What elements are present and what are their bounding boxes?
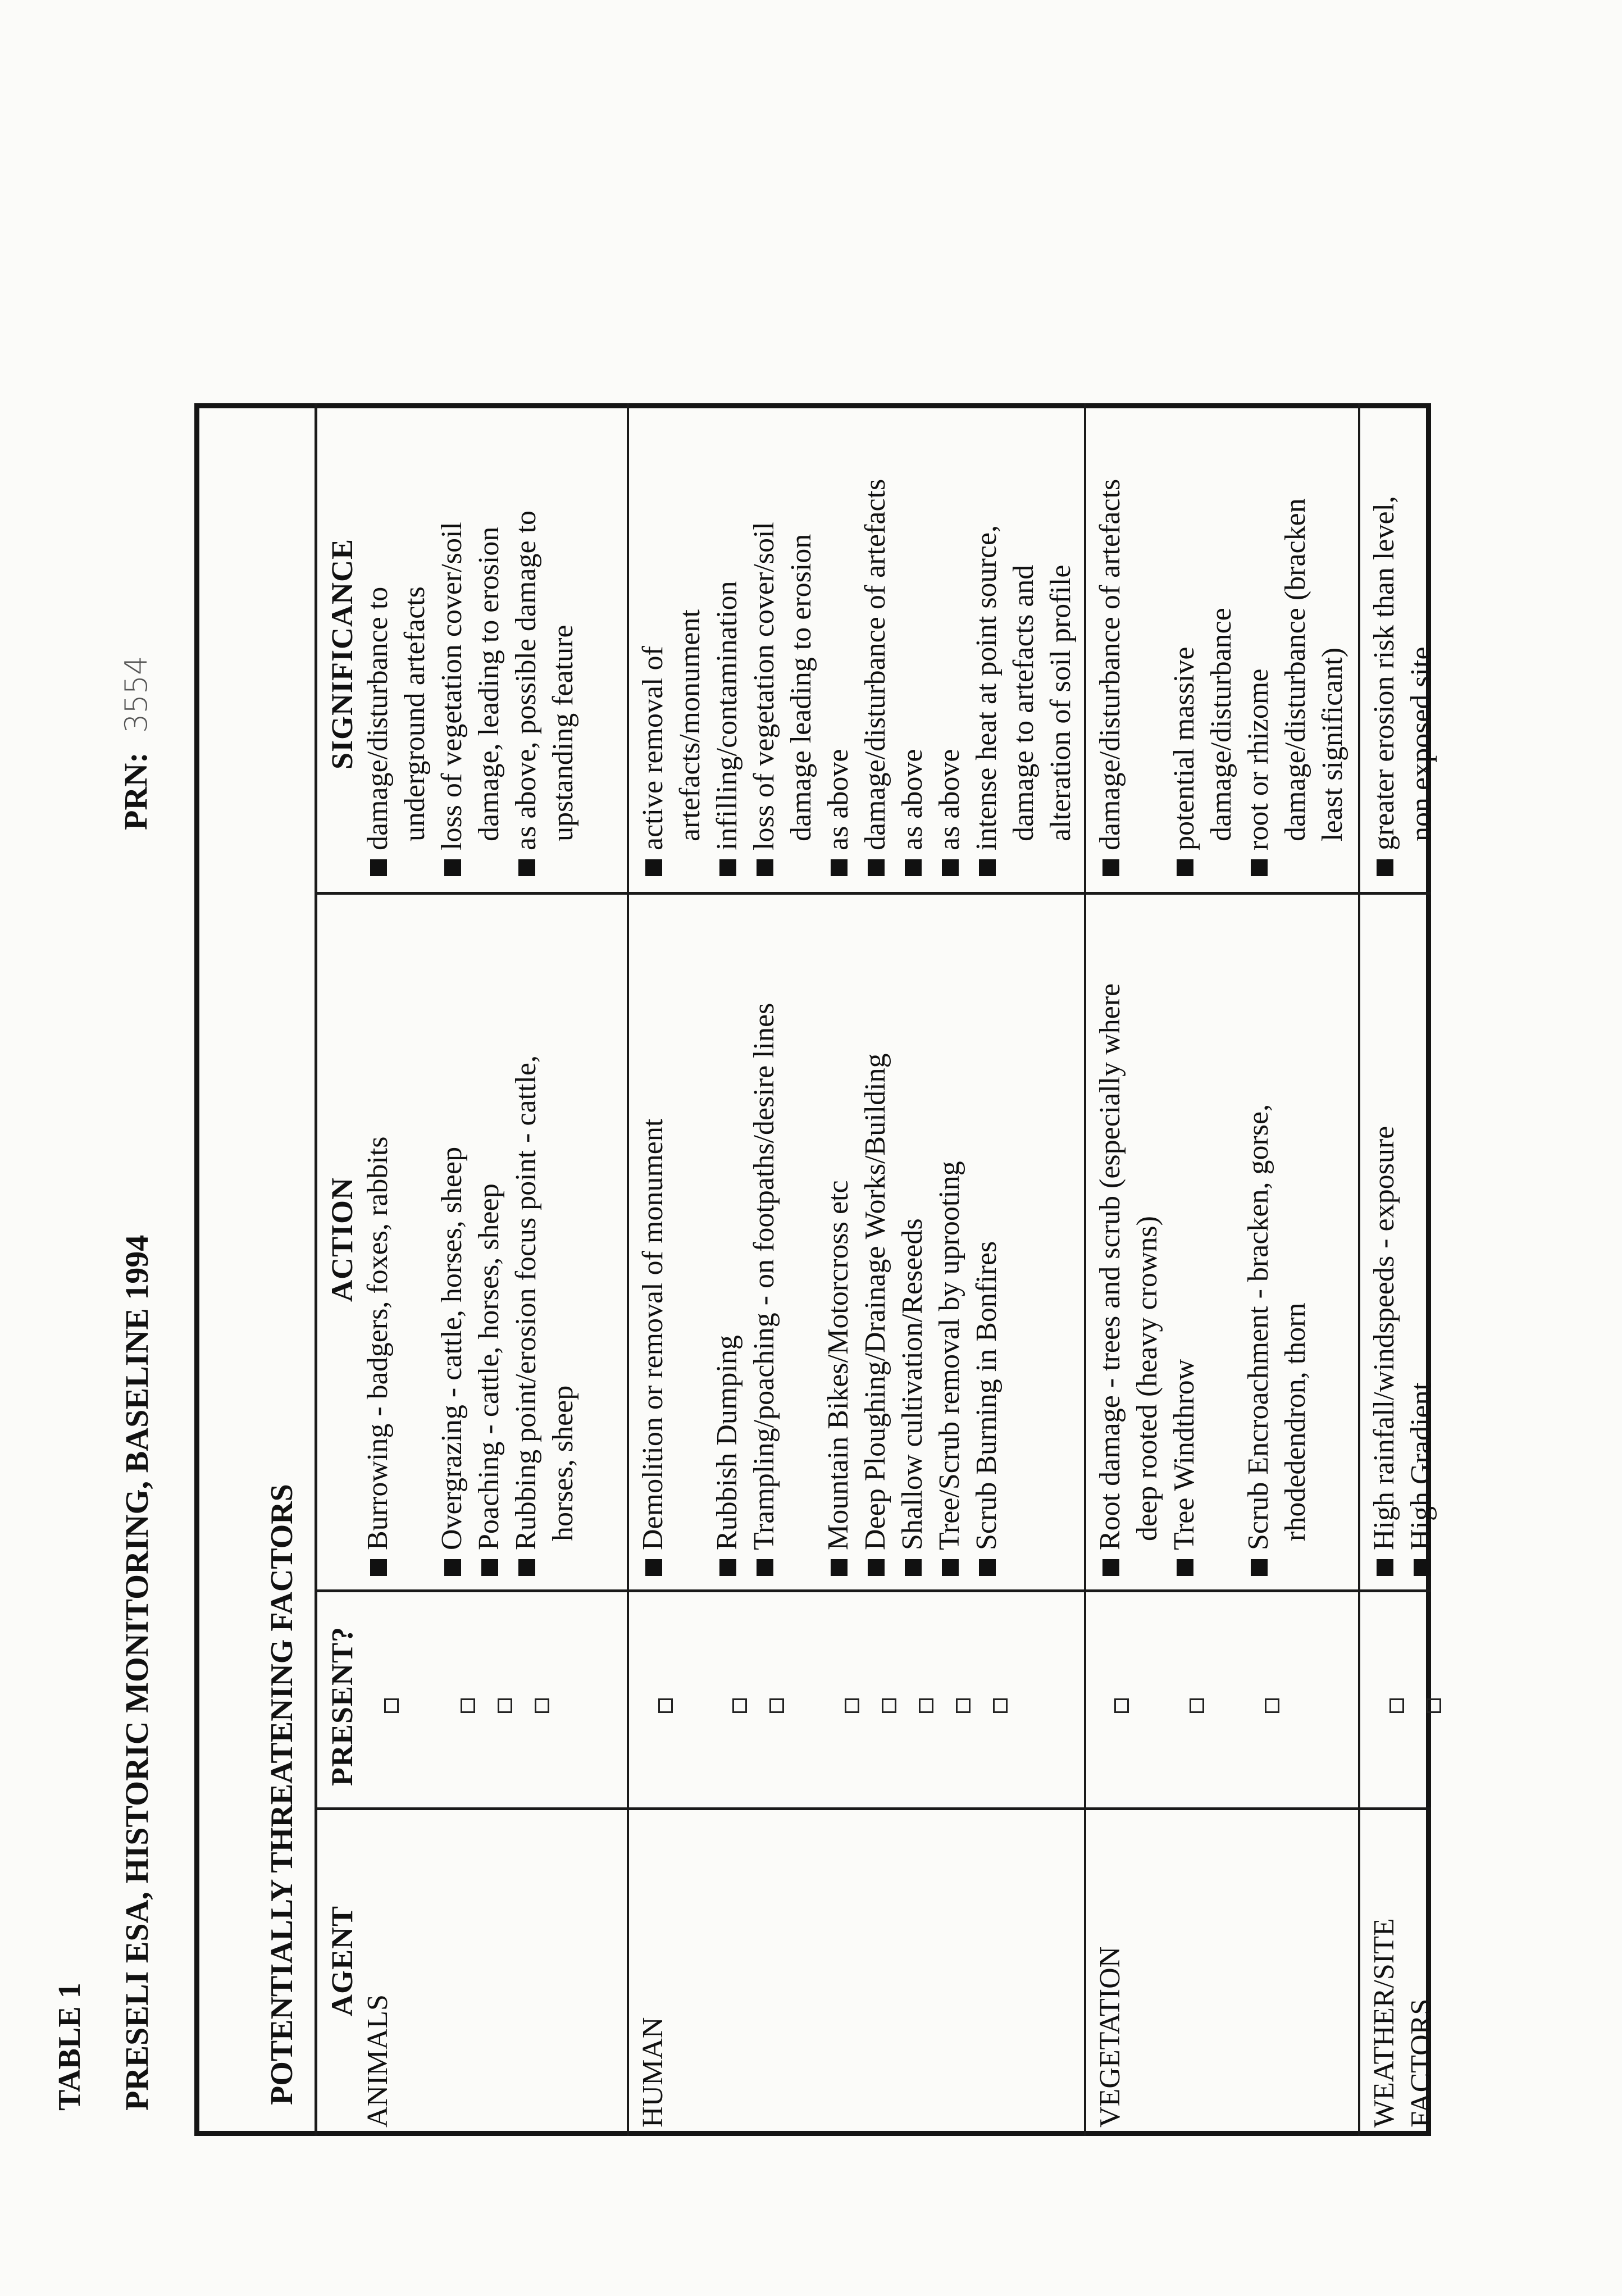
- bullet-square-icon: [1177, 1559, 1193, 1576]
- vegetation-actions: Root damage - trees and scrub (especially where deep rooted (heavy crowns) Tree Windthrow Scrub Encroachment - bracken, gorse, rhodedendron, thorn: [1092, 983, 1314, 1576]
- agent-weather-site: WEATHER/SITE FACTORS: [1368, 1918, 1437, 2128]
- action-item: Poaching - cattle, horses, sheep: [471, 1055, 508, 1576]
- vegetation-significance: damage/disturbance of artefacts potential massive damage/disturbance root or rhizome damage/disturbance (bracken least significant): [1092, 479, 1351, 876]
- bullet-square-icon: [444, 859, 461, 876]
- bullet-square-icon: [1177, 859, 1193, 876]
- header-row-divider: [315, 403, 317, 2136]
- bullet-square-icon: [757, 859, 773, 876]
- bullet-square-icon: [868, 859, 885, 876]
- checkbox-shallow-cultivation[interactable]: [919, 1698, 933, 1713]
- bullet-square-icon: [979, 859, 996, 876]
- checkbox-poaching[interactable]: [498, 1698, 512, 1713]
- prn-label: PRN:: [117, 752, 154, 830]
- bullet-square-icon: [831, 859, 848, 876]
- present-action-divider: [315, 1589, 1431, 1592]
- bullet-square-icon: [481, 1559, 498, 1576]
- action-significance-divider: [315, 892, 1431, 895]
- bullet-square-icon: [719, 859, 736, 876]
- bullet-square-icon: [1102, 859, 1119, 876]
- bullet-square-icon: [942, 859, 959, 876]
- checkbox-root-damage[interactable]: [1114, 1698, 1129, 1713]
- bullet-square-icon: [868, 1559, 885, 1576]
- bullet-square-icon: [719, 1559, 736, 1576]
- bullet-square-icon: [1251, 1559, 1268, 1576]
- checkbox-high-gradient[interactable]: [1427, 1698, 1441, 1713]
- document-title: PRESELI ESA, HISTORIC MONITORING, BASELINE 1994: [119, 1234, 155, 2111]
- human-actions: Demolition or removal of monument Rubbish Dumping Trampling/poaching - on footpaths/desire lines Mountain Bikes/Motorcross etc Deep Ploughing/Drainage Works/Building Shallow cultivation/Reseeds Tree/Scrub removal by uprooting Scrub Burning in Bonfires: [635, 1003, 1005, 1576]
- checkbox-scrub-burning[interactable]: [993, 1698, 1008, 1713]
- animals-significance: damage/disturbance to underground artefacts loss of vegetation cover/soil damage, leading to erosion as above, possible damage to upstanding feature: [359, 511, 582, 876]
- bullet-square-icon: [1414, 1559, 1430, 1576]
- checkbox-high-rainfall[interactable]: [1389, 1698, 1404, 1713]
- checkbox-rubbish-dumping[interactable]: [732, 1698, 747, 1713]
- bullet-square-icon: [518, 859, 535, 876]
- checkbox-tree-scrub-removal[interactable]: [956, 1698, 971, 1713]
- checkbox-rubbing-point[interactable]: [535, 1698, 549, 1713]
- column-header-action: ACTION: [325, 1177, 359, 1302]
- checkbox-overgrazing[interactable]: [461, 1698, 475, 1713]
- agent-vegetation: VEGETATION: [1094, 1946, 1126, 2128]
- bullet-square-icon: [979, 1559, 996, 1576]
- action-item-continued: horses, sheep: [547, 1385, 579, 1541]
- bullet-square-icon: [645, 859, 662, 876]
- human-significance: active removal of artefacts/monument infilling/contamination loss of vegetation cover/soil damage leading to erosion as above damage/disturbance of artefacts as above as above intense heat at point source, damage to artefacts and alteration of soil profile: [635, 479, 1079, 876]
- bullet-square-icon: [518, 1559, 535, 1576]
- group-divider-2: [1084, 403, 1086, 2136]
- bullet-square-icon: [370, 1559, 387, 1576]
- checkbox-scrub-encroachment[interactable]: [1265, 1698, 1279, 1713]
- prn-value: 3554: [119, 655, 154, 733]
- bullet-square-icon: [1102, 1559, 1119, 1576]
- bullet-square-icon: [1377, 859, 1393, 876]
- bullet-square-icon: [905, 859, 922, 876]
- agent-animals: ANIMALS: [362, 1994, 394, 2128]
- group-divider-3: [1358, 403, 1360, 2136]
- weather-actions: High rainfall/windspeeds - exposure High Gradient: [1366, 1126, 1440, 1576]
- action-item: Rubbing point/erosion focus point - cattle,: [508, 1055, 545, 1576]
- bullet-square-icon: [831, 1559, 848, 1576]
- bullet-square-icon: [942, 1559, 959, 1576]
- checkbox-deep-ploughing[interactable]: [882, 1698, 896, 1713]
- table-label: TABLE 1: [52, 1983, 87, 2111]
- agent-human: HUMAN: [637, 2017, 669, 2128]
- column-header-present: PRESENT?: [325, 1626, 359, 1786]
- checkbox-tree-windthrow[interactable]: [1190, 1698, 1204, 1713]
- bullet-square-icon: [1251, 859, 1268, 876]
- agent-present-divider: [315, 1807, 1431, 1810]
- animals-actions: [359, 1055, 582, 1576]
- group-divider-1: [627, 403, 629, 2136]
- checkbox-demolition[interactable]: [658, 1698, 673, 1713]
- bullet-square-icon: [444, 1559, 461, 1576]
- bullet-square-icon: [645, 1559, 662, 1576]
- checkbox-mountain-bikes[interactable]: [845, 1698, 859, 1713]
- table-title: POTENTIALLY THREATENING FACTORS: [265, 1484, 299, 2105]
- action-item: Overgrazing - cattle, horses, sheep: [434, 1055, 471, 1576]
- bullet-square-icon: [370, 859, 387, 876]
- action-item: Burrowing - badgers, foxes, rabbits: [359, 1055, 397, 1576]
- weather-significance: greater erosion risk than level, non exposed site: [1366, 496, 1440, 876]
- checkbox-trampling[interactable]: [769, 1698, 784, 1713]
- prn-field: [117, 656, 154, 830]
- column-header-significance: SIGNIFICANCE: [325, 538, 359, 769]
- column-header-agent: AGENT: [325, 1905, 359, 2016]
- bullet-square-icon: [905, 1559, 922, 1576]
- checkbox-burrowing[interactable]: [384, 1698, 399, 1713]
- bullet-square-icon: [1377, 1559, 1393, 1576]
- bullet-square-icon: [757, 1559, 773, 1576]
